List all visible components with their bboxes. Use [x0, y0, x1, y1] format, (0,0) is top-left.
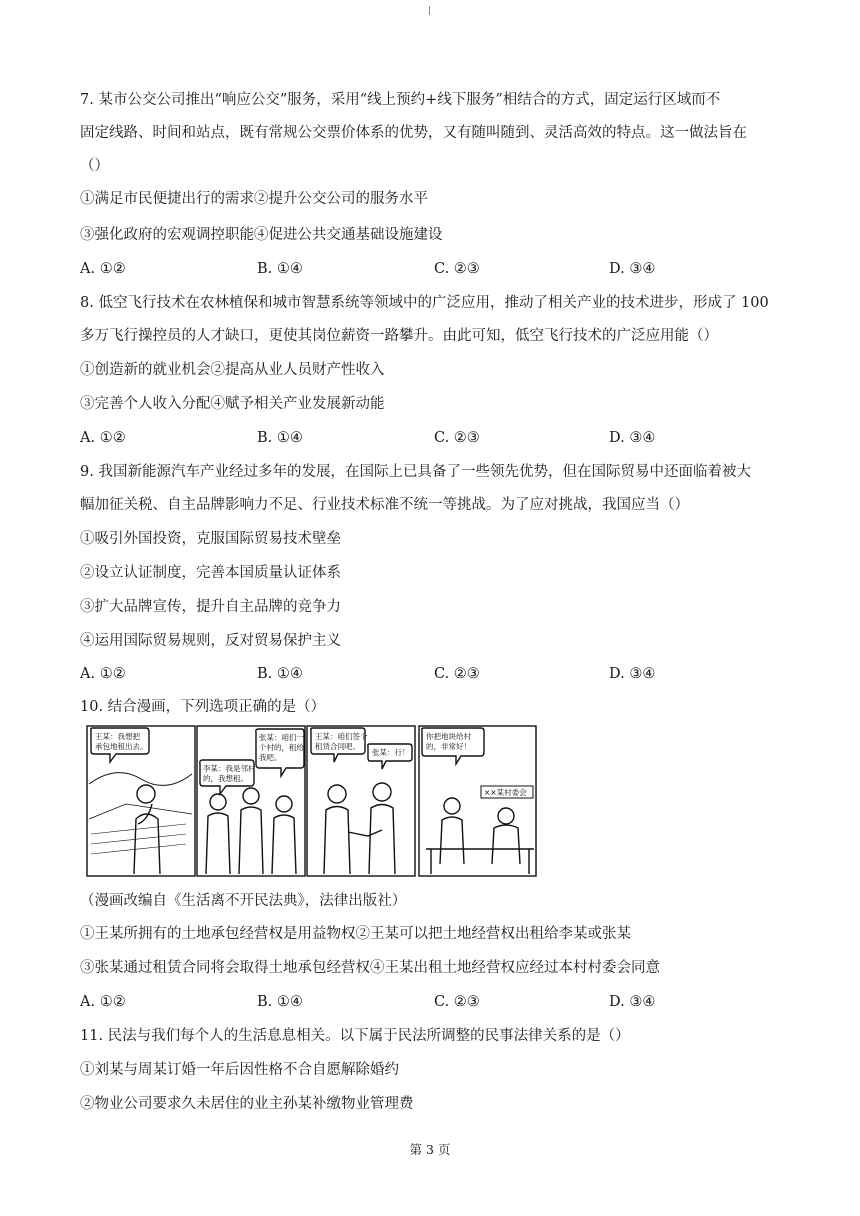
q8-option-c: C. ②③	[434, 430, 480, 446]
q9-statement-4: ④运用国际贸易规则，反对贸易保护主义	[80, 633, 341, 649]
cartoon-bubble-3-line-1: 张某：咱们一	[259, 733, 304, 742]
q11-statement-2: ②物业公司要求久未居住的业主孙某补缴物业管理费	[80, 1096, 414, 1112]
q11-statement-1: ①刘某与周某订婚一年后因性格不合自愿解除婚约	[80, 1062, 399, 1078]
q10-option-c: C. ②③	[434, 994, 480, 1010]
q7-statement-3-4: ③强化政府的宏观调控职能④促进公共交通基础设施建设	[80, 227, 443, 243]
q8-statement-1-2: ①创造新的就业机会②提高从业人员财产性收入	[80, 362, 385, 378]
cartoon-bubble-5-line-1: 张某：行！	[372, 748, 410, 757]
page-footer: 第 3 页	[409, 1142, 451, 1157]
q9-option-a: A. ①②	[80, 666, 126, 682]
cartoon-bubble-3-line-3: 我吧。	[259, 753, 282, 762]
cartoon-office-sign: ××某村委会	[484, 788, 527, 797]
cartoon-comic-strip	[86, 724, 538, 880]
cartoon-bubble-6-line-2: 的，非常好！	[426, 742, 471, 751]
cartoon-bubble-2-line-2: 的，我想租。	[203, 774, 248, 783]
q10-option-a: A. ①②	[80, 994, 126, 1010]
q11-stem: 11. 民法与我们每个人的生活息息相关。以下属于民法所调整的民事法律关系的是（）	[80, 1028, 630, 1044]
q7-stem-line-2: 固定线路、时间和站点，既有常规公交票价体系的优势，又有随叫随到、灵活高效的特点。这一做法旨在	[80, 125, 747, 141]
q7-stem-line-1: 7. 某市公交公司推出“响应公交”服务，采用“线上预约+线下服务”相结合的方式，固定运行区域而不	[80, 92, 721, 108]
q8-option-d: D. ③④	[609, 430, 656, 446]
q9-statement-1: ①吸引外国投资，克服国际贸易技术壁垒	[80, 531, 341, 547]
q8-statement-3-4: ③完善个人收入分配④赋予相关产业发展新动能	[80, 396, 385, 412]
q9-statement-3: ③扩大品牌宣传，提升自主品牌的竞争力	[80, 599, 341, 615]
cartoon-bubble-4-line-2: 租赁合同吧。	[315, 742, 360, 751]
q9-option-b: B. ①④	[257, 666, 303, 682]
q9-stem-line-1: 9. 我国新能源汽车产业经过多年的发展，在国际上已具备了一些领先优势，但在国际贸易中还面临着被大	[80, 464, 751, 480]
q10-cartoon-source: （漫画改编自《生活离不开民法典》，法律出版社）	[80, 893, 407, 909]
q7-option-b: B. ①④	[257, 261, 303, 277]
q10-statement-1-2: ①王某所拥有的土地承包经营权是用益物权②王某可以把土地经营权出租给李某或张某	[80, 926, 631, 942]
cartoon-bubble-2-line-1: 李某：我是邻村	[203, 764, 256, 773]
q10-statement-3-4: ③张某通过租赁合同将会取得土地承包经营权④王某出租土地经营权应经过本村村委会同意	[80, 960, 660, 976]
q9-statement-2: ②设立认证制度，完善本国质量认证体系	[80, 565, 341, 581]
q8-stem-line-2: 多万飞行操控员的人才缺口，更使其岗位薪资一路攀升。由此可知，低空飞行技术的广泛应用能（）	[80, 328, 718, 344]
cartoon-bubble-4-line-1: 王某：咱们签个	[315, 732, 368, 741]
q9-stem-line-2: 幅加征关税、自主品牌影响力不足、行业技术标准不统一等挑战。为了应对挑战，我国应当（）	[80, 497, 689, 513]
q7-option-c: C. ②③	[434, 261, 480, 277]
q7-option-d: D. ③④	[609, 261, 656, 277]
q7-option-a: A. ①②	[80, 261, 126, 277]
cartoon-bubble-1-line-2: 承包地租出去。	[95, 742, 148, 751]
q8-option-a: A. ①②	[80, 430, 126, 446]
q8-stem-line-1: 8. 低空飞行技术在农林植保和城市智慧系统等领域中的广泛应用，推动了相关产业的技术进步，形成了 100	[80, 295, 769, 311]
q10-option-b: B. ①④	[257, 994, 303, 1010]
q9-option-d: D. ③④	[609, 666, 656, 682]
q7-stem-line-3: （）	[80, 158, 109, 174]
q8-option-b: B. ①④	[257, 430, 303, 446]
page-top-mark	[429, 6, 430, 15]
cartoon-bubble-1-line-1: 王某：我想把	[95, 732, 140, 741]
cartoon-bubble-6-line-1: 你把地块给村	[426, 732, 471, 741]
cartoon-bubble-3-line-2: 个村的，租给	[259, 743, 304, 752]
q9-option-c: C. ②③	[434, 666, 480, 682]
q10-stem: 10. 结合漫画，下列选项正确的是（）	[80, 699, 326, 715]
q7-statement-1-2: ①满足市民便捷出行的需求②提升公交公司的服务水平	[80, 191, 428, 207]
q10-option-d: D. ③④	[609, 994, 656, 1010]
